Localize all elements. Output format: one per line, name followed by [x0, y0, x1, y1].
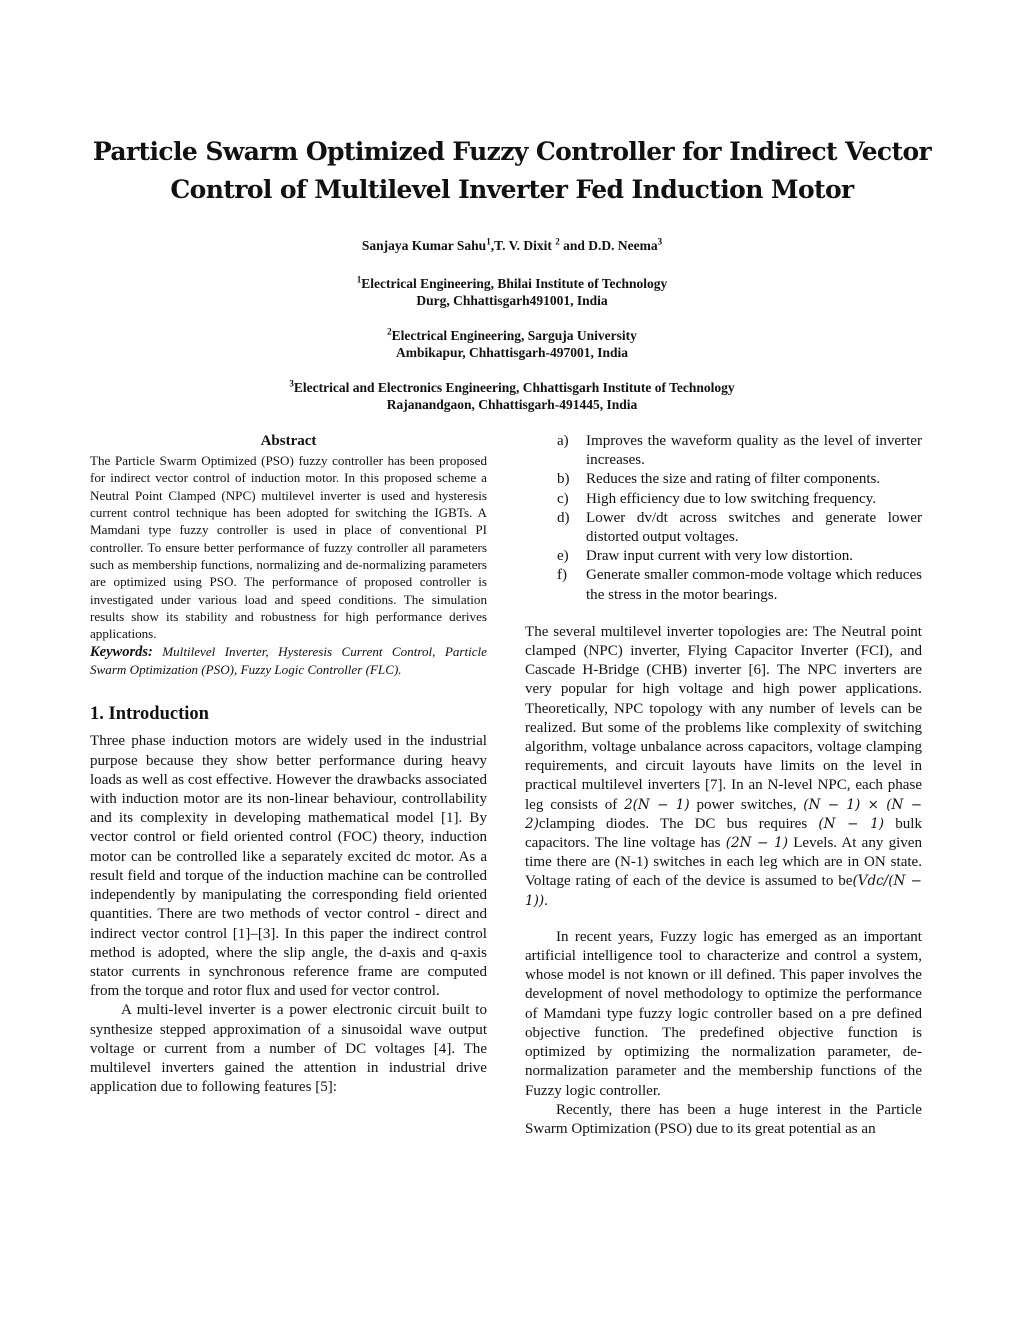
affiliation-2-sup: 2	[387, 326, 392, 337]
keywords-text: Multilevel Inverter, Hysteresis Current Control, Particle Swarm Optimization (PSO), Fuzzy Logic Controller (FLC).	[90, 643, 487, 678]
paper-title	[60, 133, 964, 209]
affiliation-3-line-2: Rajanandgaon, Chhattisgarh-491445, India	[386, 397, 638, 412]
paragraph-text: bulk capacitors. The line voltage has	[525, 815, 922, 852]
equation-device-voltage: (Vdc/(N − 1))	[525, 873, 922, 909]
fuzzy-logic-paragraph: In recent years, Fuzzy logic has emerged as an important artificial intelligence tool to characterize and control a system, whose model is not known or ill defined. This paper involves the development of novel methodology to optimize the performance of Mamdani type fuzzy logic controller based on a pre defined objective function. The predefined objective function is optimized by optimizing the normalization parameter, de-normalization parameter and the membership functions of the Fuzzy logic controller.	[525, 928, 922, 1099]
list-marker: d)	[557, 509, 570, 526]
list-item-text: Generate smaller common-mode voltage which reduces the stress in the motor bearings.	[586, 567, 922, 603]
title-line-2: Control of Multilevel Inverter Fed Induction Motor	[170, 175, 854, 204]
paragraph-text: power switches,	[689, 796, 804, 813]
list-marker: a)	[557, 433, 569, 449]
list-item-text: Draw input current with very low distortion.	[586, 548, 854, 565]
paragraph-text: .	[544, 892, 548, 909]
affiliation-2	[100, 327, 924, 361]
paragraph-text: Levels. At any given time there are (N-1) switches in each leg which are in ON state. Voltage rating of each of the device is assumed to be	[525, 835, 923, 890]
abstract-heading: Abstract	[260, 433, 317, 449]
equation-power-switches: 2(N − 1)	[624, 796, 690, 813]
title-line-1: Particle Swarm Optimized Fuzzy Controller for Indirect Vector	[92, 137, 932, 166]
keywords-label: Keywords:	[90, 643, 153, 660]
affiliation-1	[100, 275, 924, 309]
affiliation-1-line-1: Electrical Engineering, Bhilai Institute of Technology	[361, 276, 668, 291]
topologies-paragraph	[525, 623, 922, 911]
author-list	[100, 237, 924, 254]
keywords	[90, 643, 487, 679]
affiliation-1-line-2: Durg, Chhattisgarh491001, India	[416, 293, 608, 308]
introduction-paragraph-1: Three phase induction motors are widely used in the industrial purpose because they show better performance during heavy loads as well as cost effective. However the drawbacks associated with induction motor are its non-linear behaviour, controllability and its complexity in developing mathematical model [1]. By vector control or field oriented control (FOC) theory, induction motor can be controlled like a separately excited dc motor. As a result field and torque of the induction machine can be controlled independently by manipulating the corresponding field oriented quantities. There are two methods of vector control - direct and indirect vector control [1]–[3]. In this paper the indirect control method is adopted, where the slip angle, the d-axis and q-axis stator currents in synchronous reference frame are computed from the torque and rotor flux and used for vector control.	[90, 733, 487, 1000]
introduction-paragraph-2: A multi-level inverter is a power electronic circuit built to synthesize stepped approximation of a sinusoidal wave output voltage or current from a number of DC voltages [4]. The multilevel inverters gained the attention in industrial drive application due to following features [5]:	[90, 1002, 487, 1096]
pso-paragraph: Recently, there has been a huge interest in the Particle Swarm Optimization (PSO) due to its great potential as an	[525, 1101, 922, 1137]
author-3-sup: 3	[657, 236, 663, 247]
affiliation-3	[100, 379, 924, 413]
equation-clamping-diodes: (N − 1) × (N − 2)	[525, 796, 923, 832]
author-1-sup: 1	[486, 236, 491, 247]
affiliation-2-line-2: Ambikapur, Chhattisgarh-497001, India	[395, 345, 629, 360]
list-marker: c)	[557, 490, 569, 507]
list-marker: f)	[557, 567, 568, 584]
affiliation-2-line-1: Electrical Engineering, Sarguja University	[391, 328, 637, 343]
list-item-text: Lower dv/dt across switches and generate lower distorted output voltages.	[586, 509, 922, 546]
introduction-heading: 1. Introduction	[90, 704, 209, 725]
list-item-text: Improves the waveform quality as the level of inverter increases.	[586, 433, 922, 469]
list-item	[525, 432, 922, 470]
right-column	[525, 432, 922, 1139]
affiliation-1-sup: 1	[356, 274, 362, 285]
list-item	[525, 547, 922, 566]
list-item	[525, 509, 922, 547]
list-item-text: High efficiency due to low switching frequency.	[586, 490, 876, 507]
author-2: ,T. V. Dixit	[490, 238, 556, 253]
list-marker: b)	[557, 471, 570, 488]
paragraph-text: The several multilevel inverter topologies are: The Neutral point clamped (NPC) inverter, Flying Capacitor Inverter (FCI), and Cascade H-Bridge (CHB) inverter [6]. The NPC inverters are very popular for high voltage and high power applications. Theoretically, NPC topology with any number of levels can be realized. But some of the problems like complexity of switching algorithm, voltage unbalance across capacitors, voltage clamping requirements, and circuit layouts have limits on the level in practical multilevel inverters [7]. In an N-level NPC, each phase leg consists of	[525, 623, 922, 813]
equation-bulk-capacitors: (N − 1)	[818, 815, 885, 832]
list-marker: e)	[557, 548, 569, 565]
left-column	[90, 432, 487, 1097]
equation-line-voltage: (2N − 1)	[725, 835, 789, 852]
author-1: Sanjaya Kumar Sahu	[361, 238, 487, 253]
author-2-sup: 2	[555, 236, 560, 247]
affiliation-3-sup: 3	[289, 378, 294, 389]
list-item	[525, 566, 922, 604]
feature-list	[525, 432, 922, 605]
list-item-text: Reduces the size and rating of filter components.	[586, 471, 881, 488]
list-item	[525, 490, 922, 509]
list-item	[525, 470, 922, 489]
affiliation-3-line-1: Electrical and Electronics Engineering, Chhattisgarh Institute of Technology	[293, 380, 735, 395]
paragraph-text: clamping diodes. The DC bus requires	[538, 815, 819, 832]
abstract-text: The Particle Swarm Optimized (PSO) fuzzy controller has been proposed for indirect vector control of induction motor. In this proposed scheme a Neutral Point Clamped (NPC) multilevel inverter is used and hysteresis current control technique has been adopted for switching the IGBTs. A Mamdani type fuzzy controller is used in place of conventional PI controller. To ensure better performance of fuzzy controller all parameters such as membership functions, normalizing and de-normalizing parameters are optimized using PSO. The performance of proposed controller is investigated under various load and speed conditions. The simulation results show its stability and robustness for high performance derives applications.	[90, 453, 487, 642]
author-3: and D.D. Neema	[559, 238, 658, 253]
